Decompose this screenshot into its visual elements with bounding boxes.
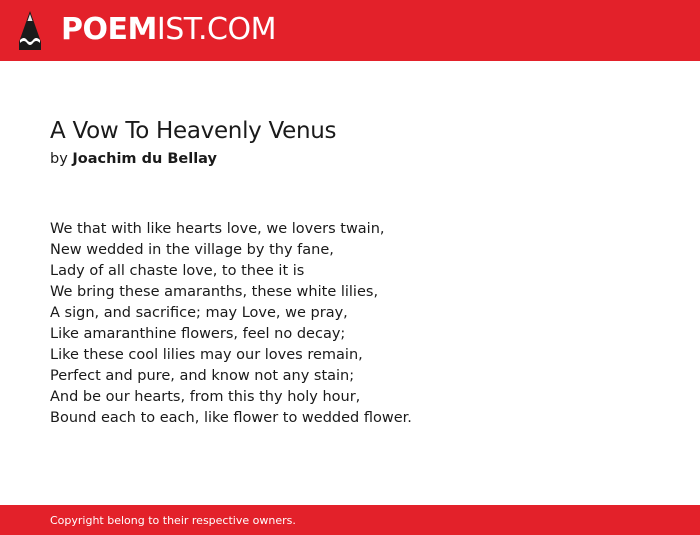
copyright-text: Copyright belong to their respective owners. — [50, 514, 296, 527]
poem-line: A sign, and sacrifice; may Love, we pray, — [50, 305, 348, 321]
by-label: by — [50, 151, 68, 167]
site-header — [0, 0, 700, 61]
poem-byline — [50, 148, 217, 170]
author-name: Joachim du Bellay — [72, 151, 217, 167]
site-logo[interactable] — [61, 13, 276, 47]
poem-line: New wedded in the village by thy fane, — [50, 242, 334, 258]
poem-line: Like amaranthine flowers, feel no decay; — [50, 326, 346, 342]
logo-light-text: IST.COM — [156, 12, 276, 47]
poem-line: We that with like hearts love, we lovers twain, — [50, 221, 385, 237]
poem-line: Perfect and pure, and know not any stain; — [50, 368, 355, 384]
poem-line: We bring these amaranths, these white lilies, — [50, 284, 379, 300]
poem-line: Like these cool lilies may our loves remain, — [50, 347, 363, 363]
poem-line: Bound each to each, like flower to wedded flower. — [50, 410, 412, 426]
pencil-icon — [18, 10, 42, 51]
logo-bold-text: POEM — [61, 12, 157, 47]
site-footer — [0, 505, 700, 535]
poem-title: A Vow To Heavenly Venus — [50, 118, 337, 144]
poem-line: Lady of all chaste love, to thee it is — [50, 263, 305, 279]
poem-body — [50, 219, 670, 429]
poem-line: And be our hearts, from this thy holy hour, — [50, 389, 361, 405]
